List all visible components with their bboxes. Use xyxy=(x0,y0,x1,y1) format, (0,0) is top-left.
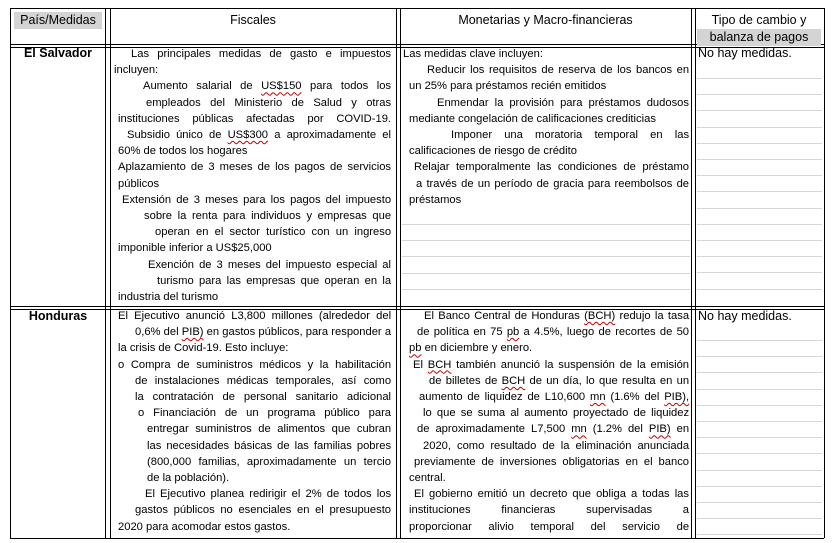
grid-line xyxy=(402,240,690,241)
text-line: de instalaciones médicas temporales, así como xyxy=(135,374,392,387)
grid-line xyxy=(402,256,690,257)
text-line: Relajar temporalmente las condiciones de préstamo xyxy=(414,161,689,174)
header-fiscal: Fiscales xyxy=(230,13,276,27)
fx-honduras: No hay medidas. xyxy=(698,309,792,323)
text-line: las necesidades básicas de las familias pobres xyxy=(147,439,392,452)
column-divider xyxy=(695,8,696,538)
text-line: gastos públicos no esenciales en el presupuesto xyxy=(135,504,392,517)
text-line: instituciones públicas afectadas por COVID-19. xyxy=(118,112,392,125)
grid-line xyxy=(697,340,822,341)
text-line: sobre la renta para individuos y empresas que xyxy=(144,210,392,222)
text-line: de aproximadamente L7,500 mn (1.2% del PIB) en xyxy=(417,423,690,436)
header-country: País/Medidas xyxy=(14,12,102,29)
grid-line xyxy=(697,421,822,422)
text-line: 0,6% del PIB) en gastos públicos, para responder a xyxy=(135,326,392,339)
text-line: Las principales medidas de gasto e impuestos xyxy=(131,48,392,60)
text-line: Imponer una moratoria temporal en las xyxy=(451,129,690,141)
country-el-salvador: El Salvador xyxy=(23,46,93,60)
header-fx-line1: Tipo de cambio y xyxy=(711,13,807,27)
grid-line xyxy=(697,372,822,373)
header-monetary: Monetarias y Macro-financieras xyxy=(458,13,633,27)
text-line: El BCH también anunció la suspensión de la emisión xyxy=(413,358,690,371)
text-line: Subsidio único de US$300 a aproximadamente el xyxy=(127,129,392,141)
text-line: 2020, como resultado de la eliminación anunciada xyxy=(423,439,690,452)
text-line: El gobierno emitió un decreto que obliga a todas las xyxy=(414,488,689,501)
text-line: operan en el sector turístico con un ingreso xyxy=(155,226,392,239)
text-line: El Banco Central de Honduras (BCH) redujo la tasa xyxy=(424,310,690,322)
text-line: 60% de todos los hogares xyxy=(118,145,248,158)
text-line: a través de un período de gracia para reembolsos de xyxy=(416,177,690,190)
grid-line xyxy=(697,453,822,454)
grid-line xyxy=(697,240,822,241)
text-line: entregar suministros de alimentos que cubran xyxy=(147,423,392,436)
text-line: industria del turismo xyxy=(118,291,219,303)
grid-line xyxy=(697,502,822,503)
grid-line xyxy=(697,486,822,487)
text-line: préstamos xyxy=(409,193,462,206)
text-line: Extensión de 3 meses para los pagos del impuesto xyxy=(122,193,392,206)
text-line: Reducir los requisitos de reserva de los bancos en xyxy=(427,64,690,77)
text-line: Aplazamiento de 3 meses de los pagos de servicios xyxy=(118,161,392,174)
text-line: Aumento salarial de US$150 para todos los xyxy=(143,80,392,93)
grid-line xyxy=(697,110,822,111)
grid-line xyxy=(697,159,822,160)
grid-line xyxy=(697,389,822,390)
text-line: Exención de 3 meses del impuesto especial al xyxy=(148,258,391,271)
text-line: El Ejecutivo anunció L3,800 millones (alrededor del xyxy=(118,310,392,322)
grid-line xyxy=(697,94,822,95)
text-line: central. xyxy=(409,472,446,484)
text-line: de la población). xyxy=(147,472,230,484)
text-line: la crisis de Covid-19. Esto incluye: xyxy=(118,342,289,355)
grid-line xyxy=(697,143,822,144)
text-line: o Compra de suministros médicos y la habilitación xyxy=(118,358,392,371)
text-line: instituciones financieras supervisadas a xyxy=(409,504,689,517)
grid-line xyxy=(697,356,822,357)
text-line: proporcionar alivio temporal del servicio de xyxy=(409,520,690,533)
column-divider xyxy=(400,8,401,538)
row-divider xyxy=(10,306,824,307)
text-line: de billetes de BCH de un día, lo que resulta en un xyxy=(429,374,690,387)
header-fx xyxy=(697,12,821,46)
column-divider xyxy=(396,8,397,538)
grid-line xyxy=(402,289,690,290)
header-fx-line2: balanza de pagos xyxy=(697,29,821,46)
text-line: calificaciones de riesgo de crédito xyxy=(409,145,577,158)
text-line: 2020 para acomodar estos gastos. xyxy=(118,520,291,533)
text-line: (800,000 familias, aproximadamente un tercio xyxy=(147,455,392,468)
grid-line xyxy=(697,518,822,519)
country-honduras: Honduras xyxy=(28,309,88,323)
table-border-left xyxy=(10,8,11,538)
grid-line xyxy=(697,175,822,176)
grid-line xyxy=(697,191,822,192)
grid-line xyxy=(697,437,822,438)
grid-line xyxy=(697,405,822,406)
column-divider xyxy=(691,8,692,538)
table-border-right xyxy=(824,8,825,538)
grid-line xyxy=(697,256,822,257)
grid-line xyxy=(697,272,822,273)
text-line: Enmendar la provisión para préstamos dudosos xyxy=(437,96,689,109)
grid-line xyxy=(697,78,822,79)
text-line: o Financiación de un programa público para xyxy=(138,407,392,420)
grid-line xyxy=(697,289,822,290)
table-border-top xyxy=(10,8,824,9)
grid-line xyxy=(697,208,822,209)
text-line: públicos xyxy=(118,177,160,190)
grid-line xyxy=(697,470,822,471)
table-border-bottom xyxy=(10,538,824,539)
text-line: pb en diciembre y enero. xyxy=(409,342,533,355)
text-line: de política en 75 pb a 4.5%, luego de recortes de 50 xyxy=(417,326,690,339)
text-line: Las medidas clave incluyen: xyxy=(403,48,543,60)
text-line: empleados del Ministerio de Salud y otras xyxy=(146,96,392,109)
text-line: previamente de inversiones obligatorias en el banco xyxy=(414,455,690,468)
text-line: incluyen: xyxy=(114,64,159,77)
text-line: lo que se suma al aumento proyectado de liquidez xyxy=(423,407,690,420)
grid-line xyxy=(697,224,822,225)
text-line: un 25% para préstamos recién emitidos xyxy=(409,80,607,93)
text-line: la contratación de personal sanitario adicional xyxy=(135,391,392,403)
grid-line xyxy=(402,224,690,225)
grid-line xyxy=(697,127,822,128)
text-line: imponible inferior a US$25,000 xyxy=(118,242,272,255)
fx-el-salvador: No hay medidas. xyxy=(698,46,792,60)
column-divider xyxy=(110,8,111,538)
column-divider xyxy=(105,8,106,538)
grid-line xyxy=(402,273,690,274)
grid-line xyxy=(697,534,822,535)
text-line: El Ejecutivo planea redirigir el 2% de todos los xyxy=(145,488,392,501)
text-line: turismo para las empresas que operan en la xyxy=(157,274,392,287)
text-line: mediante congelación de calificaciones crediticias xyxy=(409,112,656,125)
text-line: aumento de liquidez de L10,600 mn (1.6% del PIB), xyxy=(419,391,690,403)
